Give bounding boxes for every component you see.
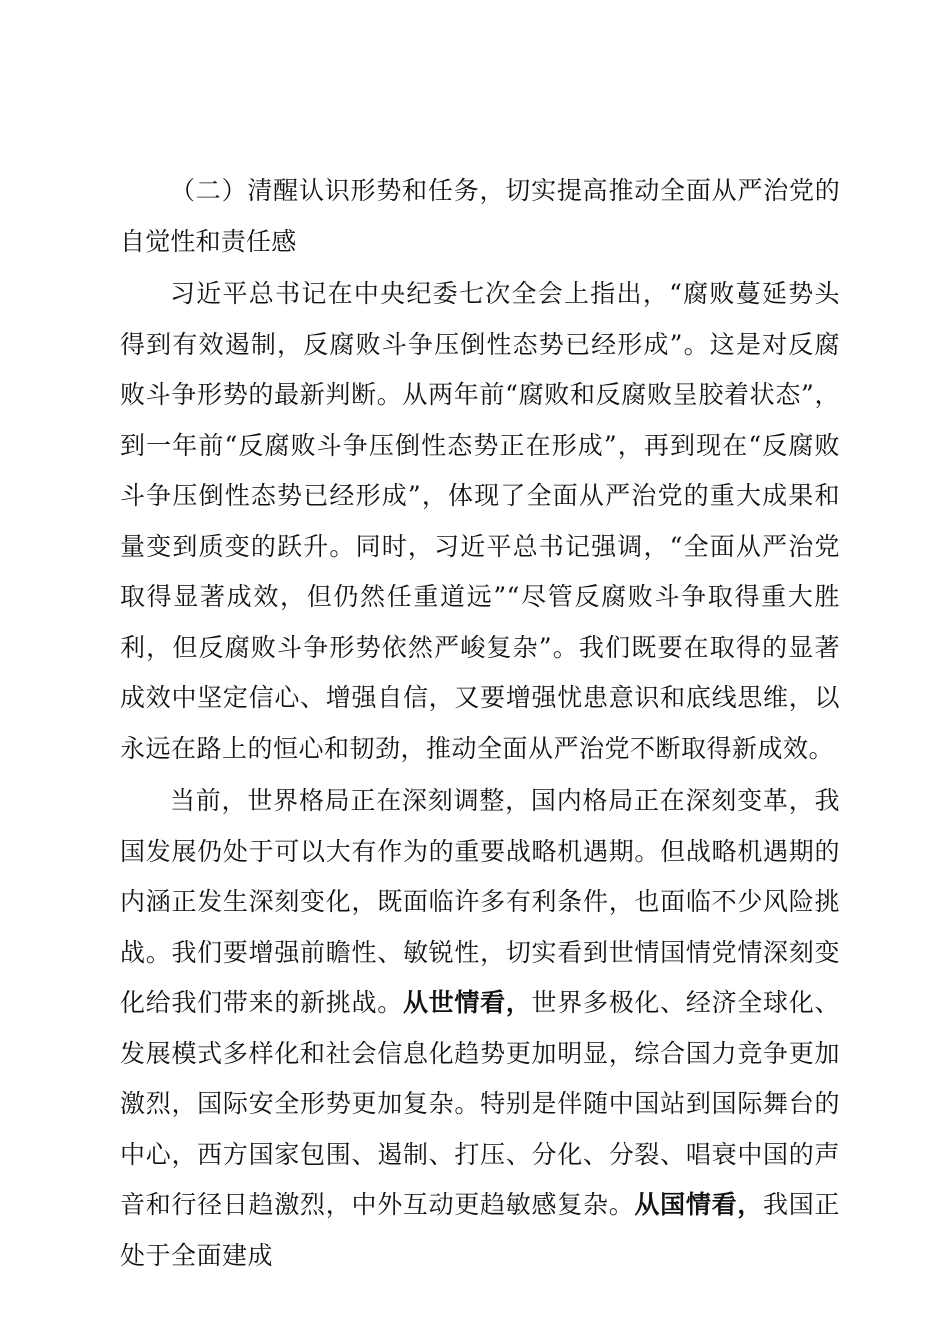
paragraph-text-segment: 当前，世界格局正在深刻调整，国内格局正在深刻变革，我国发展仍处于可以大有作为的重要战略机遇期。但战略机遇期的内涵正发生深刻变化，既面临许多有利条件，也面临不少风险挑战。我们要增强前瞻性、敏锐性，切实看到世情国情党情深刻变化给我们带来的新挑战。 [120,786,840,1017]
bold-phrase-national-situation: 从国情看， [634,1190,764,1219]
bold-phrase-world-situation: 从世情看， [402,988,532,1017]
paragraph-challenges [120,776,840,1281]
section-heading: （二）清醒认识形势和任务，切实提高推动全面从严治党的自觉性和责任感 [120,176,840,256]
paragraph-situation-judgment: 习近平总书记在中央纪委七次全会上指出，“腐败蔓延势头得到有效遏制，反腐败斗争压倒性态势已经形成”。这是对反腐败斗争形势的最新判断。从两年前“腐败和反腐败呈胶着状态”，到一年前“反腐败斗争压倒性态势正在形成”，再到现在“反腐败斗争压倒性态势已经形成”，体现了全面从严治党的重大成果和量变到质变的跃升。同时，习近平总书记强调，“全面从严治党取得显著成效，但仍然任重道远”“尽管反腐败斗争取得重大胜利，但反腐败斗争形势依然严峻复杂”。我们既要在取得的显著成效中坚定信心、增强自信，又要增强忧患意识和底线思维，以永远在路上的恒心和韧劲，推动全面从严治党不断取得新成效。 [120,279,840,763]
paragraph-text-segment: 世界多极化、经济全球化、发展模式多样化和社会信息化趋势更加明显，综合国力竞争更加激烈，国际安全形势更加复杂。特别是伴随中国站到国际舞台的中心，西方国家包围、遏制、打压、分化、分裂、唱衰中国的声音和行径日趋激烈，中外互动更趋敏感复杂。 [120,988,840,1219]
paragraph-text-segment: 我国正处于全面建成 [120,1190,840,1270]
document-body [120,166,840,1281]
